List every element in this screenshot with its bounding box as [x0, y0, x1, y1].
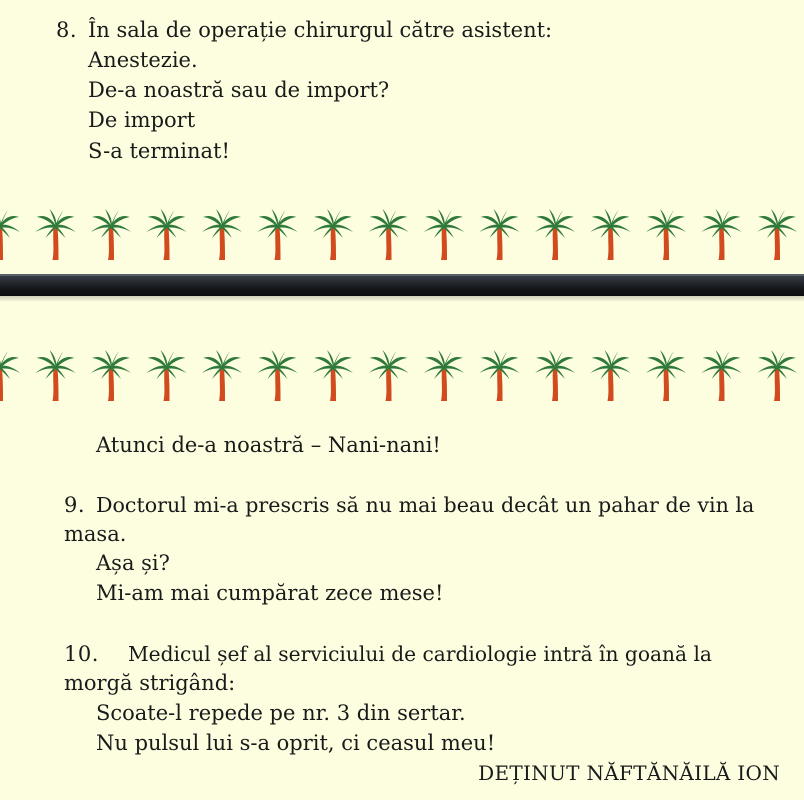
palm-tree-icon-row: [0, 346, 804, 406]
palm-tree-icon: [91, 350, 131, 401]
palm-tree-icon: [702, 209, 742, 260]
joke-8-intro: În sala de operație chirurgul către asistent:: [88, 18, 553, 42]
palm-tree-icon: [646, 209, 686, 260]
palm-tree-icon: [202, 209, 242, 260]
palm-tree-icon: [36, 209, 76, 260]
palm-tree-icon: [258, 209, 298, 260]
signature: DEȚINUT NĂFTĂNĂILĂ ION: [478, 761, 780, 785]
palm-tree-icon: [313, 209, 353, 260]
joke-10-number: 10.: [64, 642, 99, 666]
page-divider: [0, 274, 804, 296]
palm-tree-icon: [424, 350, 464, 401]
joke-10-text-first: Medicul șef al serviciului de cardiologie intră în goană la: [128, 642, 712, 666]
joke-9-text-first: Doctorul mi-a prescris să nu mai beau decât un pahar de vin la: [96, 493, 755, 517]
palm-tree-icon: [591, 209, 631, 260]
divider-shadow: [0, 296, 804, 302]
palm-border-bottom: [0, 346, 804, 406]
palm-tree-icon: [147, 350, 187, 401]
palm-tree-icon: [369, 350, 409, 401]
palm-tree-icon: [313, 350, 353, 401]
joke-8-line-1: Anestezie.: [88, 48, 198, 72]
palm-tree-icon: [91, 209, 131, 260]
palm-border-top: [0, 205, 804, 265]
palm-tree-icon: [424, 209, 464, 260]
joke-8-line-3: De import: [88, 108, 196, 132]
joke-9-line-2: Mi-am mai cumpărat zece mese!: [96, 581, 444, 605]
joke-8-number: 8.: [56, 18, 78, 42]
palm-tree-icon: [757, 350, 797, 401]
palm-tree-icon-row: [0, 205, 804, 265]
palm-tree-icon: [147, 209, 187, 260]
palm-tree-icon: [535, 350, 575, 401]
palm-tree-icon: [0, 350, 20, 401]
joke-9-text-second: masa.: [64, 522, 127, 546]
joke-10-line-1: Scoate-l repede pe nr. 3 din sertar.: [96, 701, 466, 725]
joke-9-number: 9.: [64, 493, 86, 517]
palm-tree-icon: [369, 209, 409, 260]
joke-8-line-4: S-a terminat!: [88, 139, 230, 163]
palm-tree-icon: [757, 209, 797, 260]
joke-10-line-2: Nu pulsul lui s-a oprit, ci ceasul meu!: [96, 731, 496, 755]
palm-tree-icon: [591, 350, 631, 401]
palm-tree-icon: [702, 350, 742, 401]
joke-8-line-2: De-a noastră sau de import?: [88, 78, 390, 102]
joke-9-line-1: Așa și?: [96, 551, 170, 575]
palm-tree-icon: [480, 209, 520, 260]
palm-tree-icon: [535, 209, 575, 260]
palm-tree-icon: [202, 350, 242, 401]
joke-10-text-second: morgă strigând:: [64, 671, 236, 695]
palm-tree-icon: [0, 209, 20, 260]
palm-tree-icon: [646, 350, 686, 401]
palm-tree-icon: [36, 350, 76, 401]
palm-tree-icon: [258, 350, 298, 401]
palm-tree-icon: [480, 350, 520, 401]
divider-edge: [0, 274, 804, 276]
joke-8-punchline: Atunci de-a noastră – Nani-nani!: [96, 433, 441, 457]
